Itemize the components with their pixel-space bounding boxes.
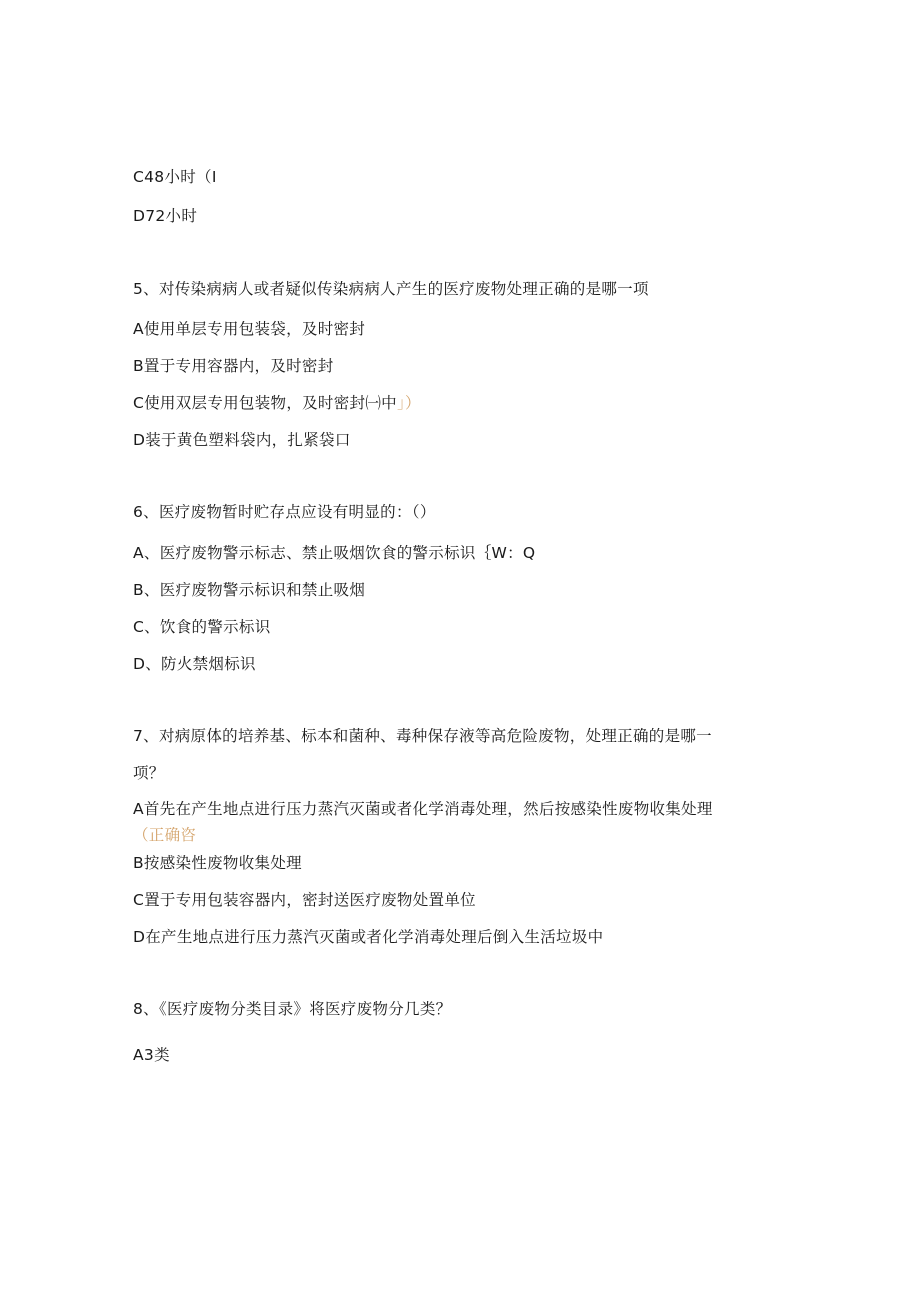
q5-option-d: D装于黄色塑料袋内，扎紧袋口 xyxy=(133,431,351,449)
q8-option-a: A3类 xyxy=(133,1046,170,1064)
q6-question: 6、医疗废物暂时贮存点应设有明显的：（） xyxy=(133,503,436,521)
q7-question: 7、对病原体的培养基、标本和菌种、毒种保存液等高危险废物，处理正确的是哪一 xyxy=(133,727,712,745)
q7-option-d: D在产生地点进行压力蒸汽灭菌或者化学消毒处理后倒入生活垃圾中 xyxy=(133,928,604,946)
q5-option-a: A使用单层专用包装袋，及时密封 xyxy=(133,320,366,338)
q7-question-cont: 项？ xyxy=(133,764,165,782)
q6-option-a: A、医疗废物警示标志、禁止吸烟饮食的警示标识｛W：Q xyxy=(133,544,536,562)
q4-option-c: C48小时（I xyxy=(133,168,217,186)
q7-answer-mark: （正确咨 xyxy=(133,826,197,844)
q7-option-c: C置于专用包装容器内，密封送医疗废物处置单位 xyxy=(133,891,476,909)
q4-option-d: D72小时 xyxy=(133,207,198,225)
q5-option-c xyxy=(133,393,421,413)
q8-question: 8、《医疗废物分类目录》将医疗废物分几类？ xyxy=(133,1000,452,1018)
q5-question: 5、对传染病病人或者疑似传染病病人产生的医疗废物处理正确的是哪一项 xyxy=(133,280,649,298)
q5-option-c-text: C使用双层专用包装物，及时密封㈠中 xyxy=(133,394,397,412)
q7-option-a: A首先在产生地点进行压力蒸汽灭菌或者化学消毒处理，然后按感染性废物收集处理 xyxy=(133,800,713,818)
q6-option-b: B、医疗废物警示标识和禁止吸烟 xyxy=(133,581,366,599)
q7-option-b: B按感染性废物收集处理 xyxy=(133,854,302,872)
q5-option-b: B置于专用容器内，及时密封 xyxy=(133,357,334,375)
q6-option-d: D、防火禁烟标识 xyxy=(133,655,256,673)
q5-answer-mark: 」） xyxy=(396,394,421,412)
q6-option-c: C、饮食的警示标识 xyxy=(133,618,271,636)
